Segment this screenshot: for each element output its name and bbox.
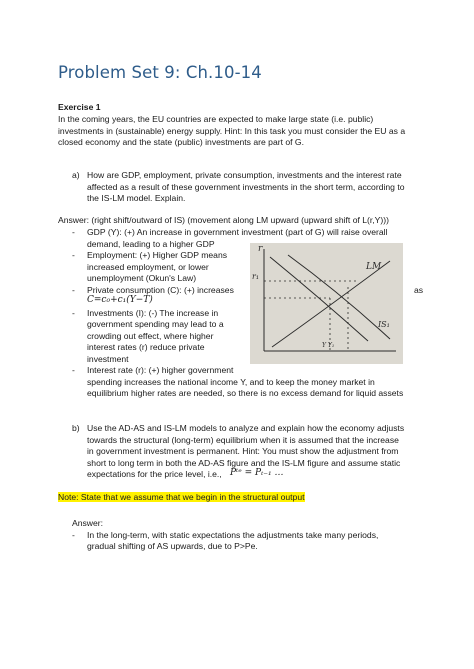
answer-a-employment-line-3: unemployment (Okun's Law)	[87, 273, 197, 283]
answer-a-investment-line-4: interest rates (r) reduce private	[87, 342, 205, 352]
islm-sketch-svg	[250, 243, 403, 364]
bullet-dash: -	[72, 250, 75, 260]
answer-a-interest-line-1: Interest rate (r): (+) higher government	[87, 365, 234, 375]
page-title: Problem Set 9: Ch.10-14	[58, 63, 262, 82]
bullet-dash: -	[72, 307, 75, 318]
r1-label: r₁	[252, 272, 260, 281]
answer-a-employment-line-2: increased employment, or lower	[87, 261, 209, 272]
answer-a-consumption-trailing: as	[414, 284, 424, 295]
question-b-line-4: short to long term in both the AD-AS figure and the IS-LM figure and assume static	[87, 457, 401, 468]
question-a-marker: a)	[72, 170, 80, 180]
question-b-line-5: expectations for the price level, i.e.,	[87, 469, 222, 479]
answer-a-consumption-line-1: Private consumption (C): (+) increases	[87, 284, 234, 295]
intro-line-3: closed economy and the state (public) investments are part of G.	[58, 137, 305, 147]
question-b-marker: b)	[72, 423, 80, 433]
consumption-formula: C=c₀+c₁(Y−T)	[87, 295, 153, 305]
y-axis-label: r	[258, 244, 263, 254]
answer-a-interest-line-3: equilibrium higher rates are needed, so there is no excess demand for liquid assets	[87, 388, 404, 398]
answer-a-interest-line-2: spending increases the national income Y, and to keep the money market in	[87, 376, 375, 387]
answer-a-investment-line-1: Investments (I): (-) The increase in	[87, 307, 219, 318]
islm-sketch-image	[250, 243, 403, 364]
question-b-line-1: Use the AD-AS and IS-LM models to analyze and explain how the economy adjusts	[87, 423, 405, 433]
answer-b-header: Answer:	[72, 518, 104, 528]
bullet-dash: -	[72, 284, 75, 295]
note-line	[58, 492, 305, 504]
question-a-line-2: affected as a result of these government investments in the short term, according to	[87, 181, 405, 192]
intro-line-1: In the coming years, the EU countries are expected to make large state (i.e. public)	[58, 114, 374, 124]
is-label: IS₁	[378, 320, 390, 329]
answer-a-header: Answer: (right shift/outward of IS) (movement along LM upward (upward shift of L(r,Y)))	[58, 215, 389, 225]
answer-a-investment-line-3: crowding out effect, where higher	[87, 330, 214, 341]
answer-a-investment-line-5: investment	[87, 353, 129, 364]
question-a-line-1: How are GDP, employment, private consumption, investments and the interest rate	[87, 170, 402, 180]
question-a-line-3: the IS-LM model. Explain.	[87, 193, 186, 203]
lm-label: LM	[366, 262, 382, 272]
bullet-dash: -	[72, 227, 75, 237]
question-b-line-2: towards the structural (long-term) equilibrium when it is assumed that the increase	[87, 434, 399, 445]
question-b-line-3: in government investment is permanent. Hint: You must show the adjustment from	[87, 446, 399, 456]
intro-line-2: investments in (sustainable) energy supply. Hint: In this task you must consider the EU as a	[58, 125, 406, 136]
answer-b-line-1: In the long-term, with static expectations the adjustments take many periods,	[87, 529, 379, 540]
answer-a-investment-line-2: government spending may lead to a	[87, 319, 224, 329]
answer-a-employment-line-1: Employment: (+) Higher GDP means	[87, 250, 228, 260]
exercise-heading: Exercise 1	[58, 102, 101, 112]
y-tick-labels: Y Y₁	[322, 342, 335, 349]
static-expectation-formula: Pᵗᵉ = Pₜ₋₁ …	[230, 468, 284, 478]
note-highlight: Note: State that we assume that we begin in the structural output	[58, 492, 305, 502]
answer-b-line-2: gradual shifting of AS upwards, due to P>Pe.	[87, 541, 258, 551]
bullet-dash: -	[72, 365, 75, 375]
bullet-dash: -	[72, 529, 75, 540]
answer-a-gdp-line-1: GDP (Y): (+) An increase in government investment (part of G) will raise overall	[87, 227, 388, 237]
answer-a-gdp-line-2: demand, leading to a higher GDP	[87, 238, 215, 249]
